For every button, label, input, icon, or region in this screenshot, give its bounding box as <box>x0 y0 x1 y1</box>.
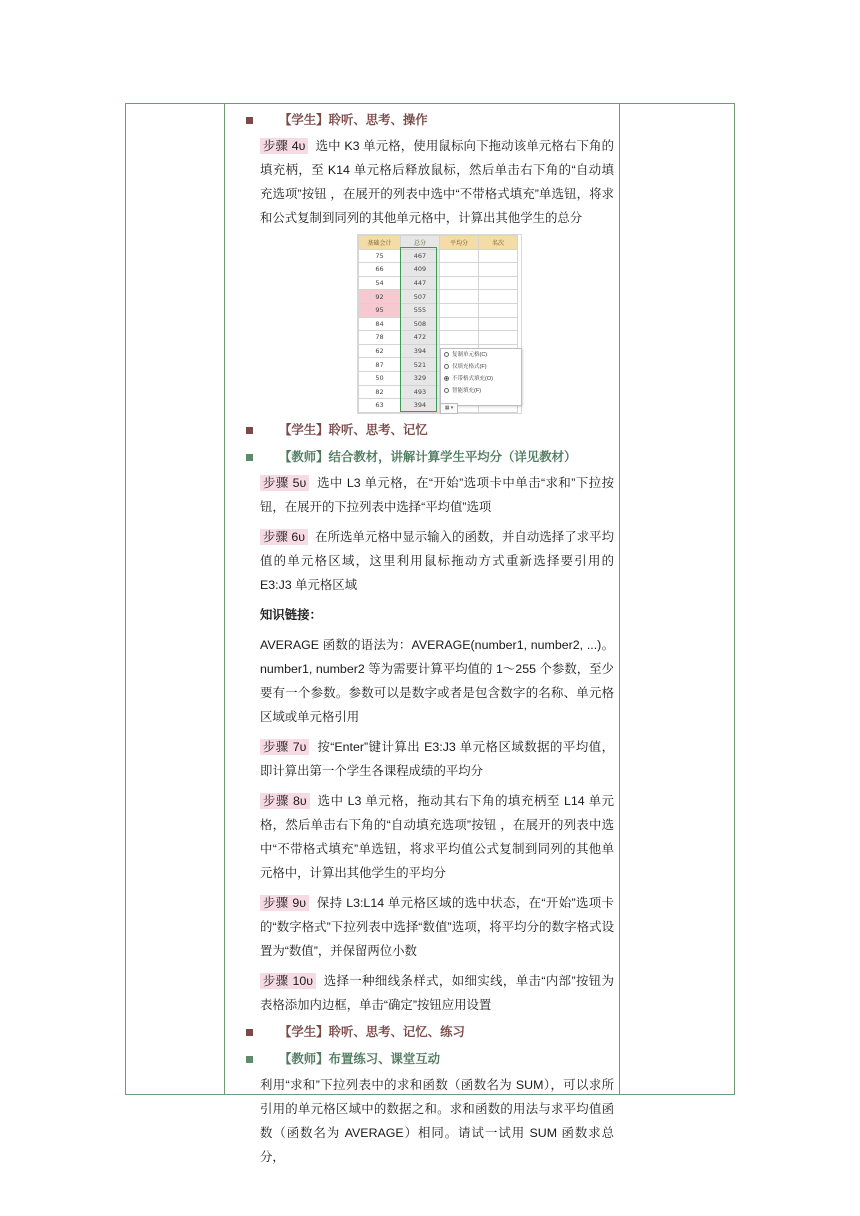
step-label: 步骤 10υ <box>260 973 316 989</box>
autofill-option <box>441 373 521 385</box>
sheet-cell: 409 <box>401 263 440 277</box>
autofill-option <box>441 385 521 397</box>
sheet-cell: 50 <box>359 371 401 385</box>
square-bullet-icon <box>246 1056 253 1063</box>
sheet-cell: 87 <box>359 358 401 372</box>
sheet-cell <box>440 290 479 304</box>
step-label: 步骤 9υ <box>260 895 309 911</box>
step-6: 步骤 6υ 在所选单元格中显示输入的函数，并自动选择了求平均值的单元格区域，这里利用鼠标拖动方式重新选择要引用的 E3:J3 单元格区域 <box>260 530 614 592</box>
final-paragraph: 利用“求和”下拉列表中的求和函数（函数名为 SUM），可以求所引用的单元格区域中的数据之和。求和函数的用法与求平均值函数（函数名为 AVERAGE）相同。请试一试用 SUM 函数求总分， <box>260 1078 614 1164</box>
sheet-cell <box>440 263 479 277</box>
sheet-header-cell: 基础会计 <box>359 236 401 250</box>
sheet-cell <box>440 317 479 331</box>
sheet-cell <box>440 331 479 345</box>
left-column <box>126 104 225 1094</box>
step-8: 步骤 8υ 选中 L3 单元格，拖动其右下角的填充柄至 L14 单元格，然后单击右下角的“自动填充选项”按钮 ，在展开的列表中选中“不带格式填充”单选钮，将求平均值公式复制到同列的其他单元格中，计算出其他学生的平均分 <box>260 794 614 880</box>
sheet-cell <box>479 290 518 304</box>
autofill-option <box>441 349 521 361</box>
sheet-cell: 467 <box>401 249 440 263</box>
sheet-cell: 507 <box>401 290 440 304</box>
sheet-cell <box>440 249 479 263</box>
step-label: 步骤 5υ <box>260 475 309 491</box>
sheet-cell: 82 <box>359 385 401 399</box>
sheet-cell: 555 <box>401 303 440 317</box>
sheet-cell <box>479 276 518 290</box>
content-column <box>260 105 614 1169</box>
sheet-cell: 75 <box>359 249 401 263</box>
radio-icon <box>444 352 449 357</box>
sheet-cell: 394 <box>401 399 440 413</box>
autofill-option-label: 智能填充(F) <box>452 388 482 394</box>
square-bullet-icon <box>246 1029 253 1036</box>
student-heading-1: 【学生】聆听、思考、操作 <box>260 108 614 132</box>
sheet-cell: 447 <box>401 276 440 290</box>
step-4: 步骤 4υ 选中 K3 单元格，使用鼠标向下拖动该单元格右下角的填充柄，至 K14 单元格后释放鼠标，然后单击右下角的“自动填充选项”按钮 ，在展开的列表中选中“不带格式填充”单选钮，将求和公式复制到同列的其他单元格中，计算出其他学生的总分 <box>260 139 614 225</box>
square-bullet-icon <box>246 427 253 434</box>
student-heading-3: 【学生】聆听、思考、记忆、练习 <box>260 1020 614 1044</box>
right-column <box>619 104 734 1094</box>
sheet-cell: 78 <box>359 331 401 345</box>
sheet-cell <box>479 303 518 317</box>
sheet-cell: 92 <box>359 290 401 304</box>
sheet-cell <box>440 303 479 317</box>
sheet-cell: 63 <box>359 399 401 413</box>
radio-icon <box>444 376 449 381</box>
radio-icon <box>444 364 449 369</box>
sheet-header-cell: 总分 <box>401 236 440 250</box>
sheet-cell <box>479 249 518 263</box>
sheet-cell: 66 <box>359 263 401 277</box>
sheet-cell: 329 <box>401 371 440 385</box>
autofill-options-button: ▦ ▾ <box>440 403 458 414</box>
sheet-cell <box>479 317 518 331</box>
sheet-cell: 84 <box>359 317 401 331</box>
sheet-cell: 493 <box>401 385 440 399</box>
step-7: 步骤 7υ 按“Enter”键计算出 E3:J3 单元格区域数据的平均值，即计算出第一个学生各课程成绩的平均分 <box>260 740 615 778</box>
sheet-header-cell: 名次 <box>479 236 518 250</box>
step-label: 步骤 4υ <box>260 138 308 154</box>
autofill-option-label: 仅填充格式(F) <box>452 364 487 370</box>
radio-icon <box>444 388 449 393</box>
sheet-header-cell: 平均分 <box>440 236 479 250</box>
spreadsheet-image <box>357 234 522 414</box>
autofill-options-menu <box>440 348 522 406</box>
step-label: 步骤 7υ <box>260 739 309 755</box>
step-9: 步骤 9υ 保持 L3:L14 单元格区域的选中状态，在“开始”选项卡的“数字格式”下拉列表中选择“数值”选项，将平均分的数字格式设置为“数值”，并保留两位小数 <box>260 896 614 958</box>
sheet-cell <box>479 331 518 345</box>
student-heading-2: 【学生】聆听、思考、记忆 <box>260 418 614 442</box>
autofill-option-label: 复制单元格(C) <box>452 352 488 358</box>
sheet-cell <box>440 276 479 290</box>
sheet-cell: 508 <box>401 317 440 331</box>
sheet-cell: 95 <box>359 303 401 317</box>
sheet-cell: 62 <box>359 344 401 358</box>
autofill-option-label: 不带格式填充(O) <box>452 376 493 382</box>
square-bullet-icon <box>246 117 253 124</box>
sheet-cell <box>479 263 518 277</box>
teacher-heading-1: 【教师】结合教材，讲解计算学生平均分（详见教材） <box>260 445 614 469</box>
sheet-cell: 521 <box>401 358 440 372</box>
knowledge-link-title: 知识链接： <box>260 608 322 622</box>
autofill-option <box>441 361 521 373</box>
step-label: 步骤 8υ <box>260 793 310 809</box>
teacher-heading-2: 【教师】布置练习、课堂互动 <box>260 1047 614 1071</box>
knowledge-link-text: AVERAGE 函数的语法为：AVERAGE(number1, number2, ...)。number1, number2 等为需要计算平均值的 1～255 个参数，至少要有一个参数。参数可以是数字或者是包含数字的名称、单元格区域或单元格引用 <box>260 638 614 724</box>
step-10: 步骤 10υ 选择一种细线条样式，如细实线，单击“内部”按钮为表格添加内边框，单击“确定”按钮应用设置 <box>260 974 614 1012</box>
sheet-cell: 394 <box>401 344 440 358</box>
sheet-cell: 472 <box>401 331 440 345</box>
sheet-cell: 54 <box>359 276 401 290</box>
square-bullet-icon <box>246 454 253 461</box>
step-label: 步骤 6υ <box>260 529 308 545</box>
step-5: 步骤 5υ 选中 L3 单元格，在“开始”选项卡中单击“求和”下拉按钮，在展开的下拉列表中选择“平均值”选项 <box>260 476 615 514</box>
